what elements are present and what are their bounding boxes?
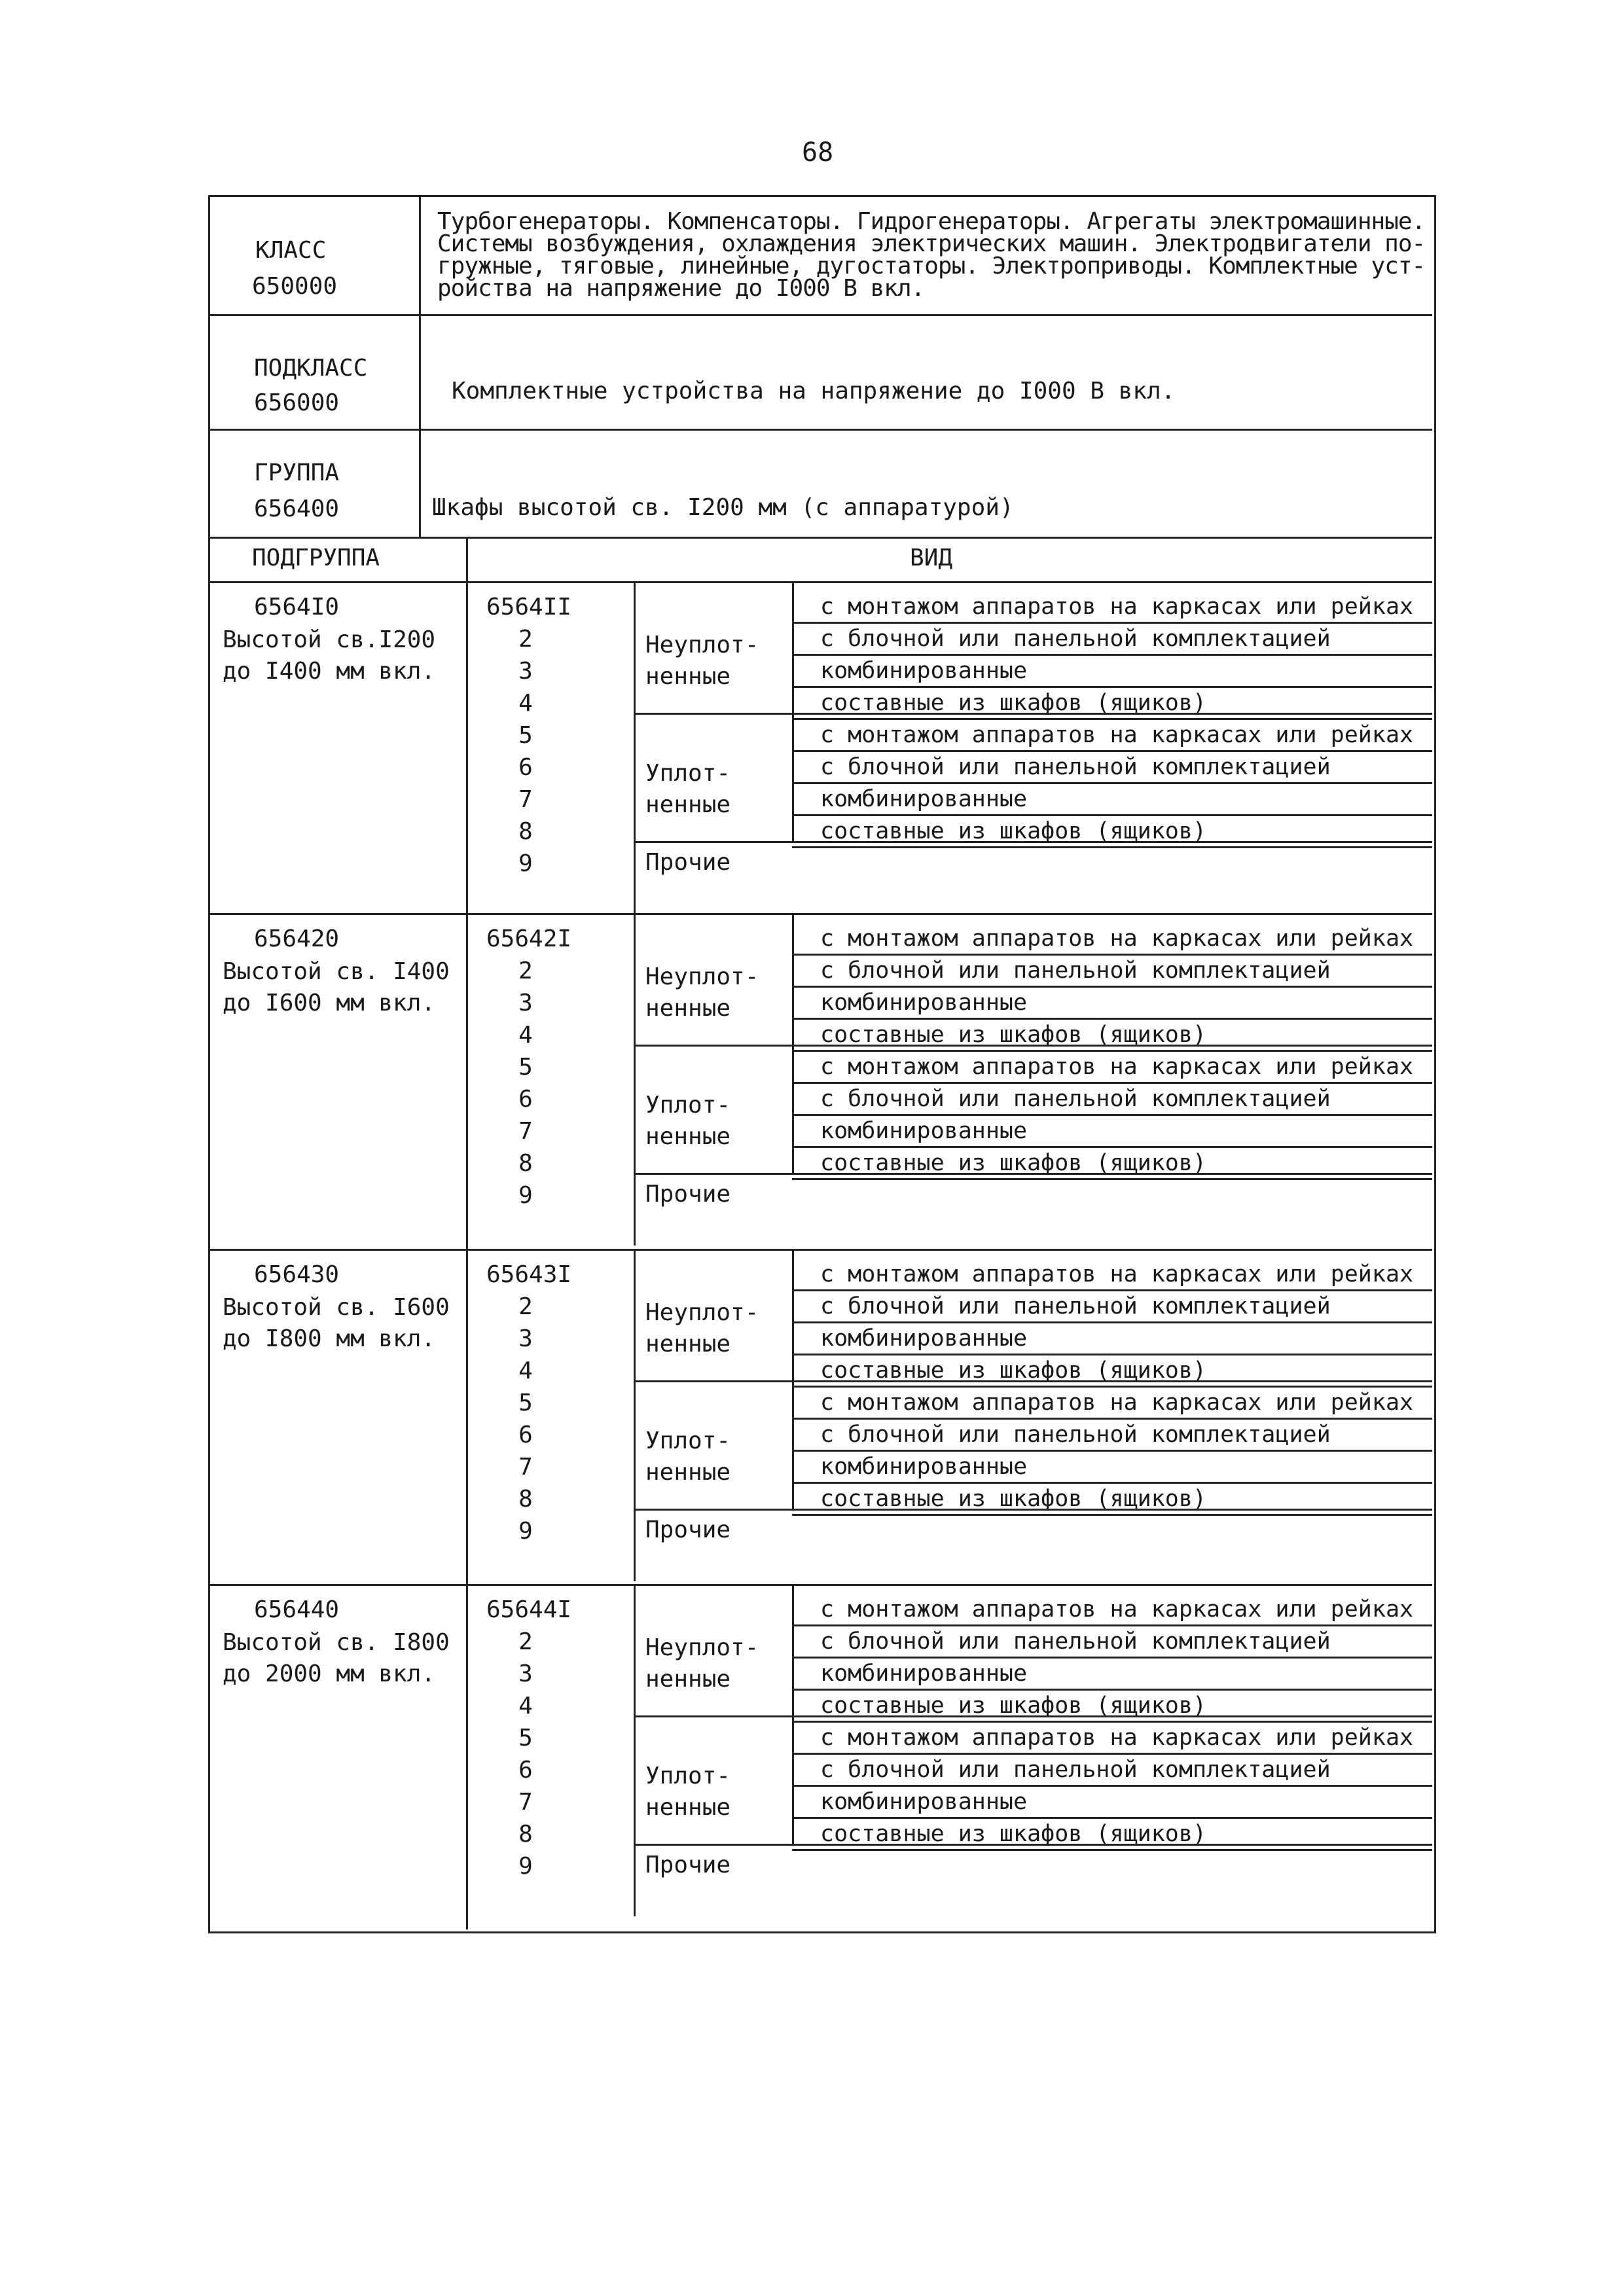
category-unsealed-line1: Неуплот- (645, 963, 759, 990)
kind-label: составные из шкафов (ящиков) (820, 1150, 1207, 1176)
kind-code: 6 (518, 1422, 533, 1448)
subgroup-block (208, 913, 1517, 1246)
kind-label: комбинированные (820, 1118, 1028, 1144)
kind-label: комбинированные (820, 786, 1028, 812)
category-sealed-line2: ненные (645, 1123, 731, 1150)
kind-code: 7 (518, 1789, 533, 1816)
subgroup-desc-line1: Высотой св.I200 (223, 626, 436, 653)
kind-code: 2 (518, 958, 533, 984)
kind-label: с блочной или панельной комплектацией (820, 958, 1331, 984)
subclass-description: Комплектные устройства на напряжение до I000 В вкл. (452, 378, 1176, 404)
subgroup-code: 656430 (254, 1261, 340, 1288)
kind-code: 3 (518, 990, 533, 1016)
category-sealed-line1: Уплот- (645, 1427, 731, 1454)
kind-code: 3 (518, 1660, 533, 1687)
kind-code: 65644I (486, 1596, 572, 1623)
subgroup-desc-line1: Высотой св. I800 (223, 1629, 450, 1656)
group-description: Шкафы высотой св. I200 мм (с аппаратурой) (432, 494, 1014, 521)
subgroup-block (208, 1584, 1517, 1916)
kind-label: составные из шкафов (ящиков) (820, 1821, 1207, 1847)
category-unsealed-line1: Неуплот- (645, 632, 759, 658)
kind-label: комбинированные (820, 658, 1028, 684)
kind-code: 9 (518, 1182, 533, 1209)
kind-code: 6 (518, 1086, 533, 1113)
kind-code: 8 (518, 1486, 533, 1513)
kind-label: составные из шкафов (ящиков) (820, 1693, 1207, 1719)
kind-code: 7 (518, 786, 533, 813)
subgroup-block (208, 581, 1517, 914)
subgroup-desc-line2: до I400 мм вкл. (223, 658, 436, 685)
category-sealed-line1: Уплот- (645, 760, 731, 787)
subgroup-desc-line2: до 2000 мм вкл. (223, 1660, 436, 1687)
group-code: 656400 (254, 495, 340, 522)
kind-label: с монтажом аппаратов на каркасах или рейках (820, 925, 1414, 952)
kind-code: 4 (518, 1693, 533, 1719)
category-other: Прочие (645, 1516, 731, 1543)
kind-label: составные из шкафов (ящиков) (820, 1357, 1207, 1384)
kind-code: 6 (518, 754, 533, 781)
category-other: Прочие (645, 1852, 731, 1878)
kind-label: с блочной или панельной комплектацией (820, 1757, 1331, 1783)
kind-label: составные из шкафов (ящиков) (820, 1022, 1207, 1048)
kind-label: с блочной или панельной комплектацией (820, 754, 1331, 780)
kind-code: 9 (518, 1853, 533, 1880)
kind-label: составные из шкафов (ящиков) (820, 690, 1207, 716)
kind-label: комбинированные (820, 1325, 1028, 1352)
kind-code: 3 (518, 658, 533, 685)
kind-label: с блочной или панельной комплектацией (820, 626, 1331, 652)
kind-label: составные из шкафов (ящиков) (820, 818, 1207, 844)
kind-label: комбинированные (820, 1789, 1028, 1815)
subgroup-desc-line1: Высотой св. I400 (223, 958, 450, 985)
subgroup-desc-line1: Высотой св. I600 (223, 1294, 450, 1321)
category-unsealed-line1: Неуплот- (645, 1634, 759, 1661)
subgroup-code: 656440 (254, 1596, 340, 1623)
subclass-code: 656000 (254, 389, 340, 416)
category-other: Прочие (645, 1181, 731, 1208)
subclass-label: ПОДКЛАСС (254, 355, 368, 382)
category-sealed-line1: Уплот- (645, 1092, 731, 1119)
kind-code: 6 (518, 1757, 533, 1784)
subgroup-code: 656420 (254, 925, 340, 952)
kind-code: 8 (518, 818, 533, 845)
kind-code: 8 (518, 1821, 533, 1848)
class-label: КЛАСС (255, 237, 327, 264)
category-unsealed-line1: Неуплот- (645, 1299, 759, 1326)
kind-code: 5 (518, 1725, 533, 1751)
kind-code: 2 (518, 626, 533, 653)
kind-code: 2 (518, 1628, 533, 1655)
kind-code: 4 (518, 1022, 533, 1049)
kind-label: с блочной или панельной комплектацией (820, 1293, 1331, 1319)
subgroup-desc-line2: до I600 мм вкл. (223, 990, 436, 1016)
kind-label: с монтажом аппаратов на каркасах или рейках (820, 1725, 1414, 1751)
kind-code: 9 (518, 1518, 533, 1545)
kind-label: с блочной или панельной комплектацией (820, 1628, 1331, 1655)
subgroup-block (208, 1249, 1517, 1581)
kind-label: с монтажом аппаратов на каркасах или рейках (820, 1390, 1414, 1416)
kind-label: с монтажом аппаратов на каркасах или рейках (820, 722, 1414, 748)
header-kind: ВИД (910, 545, 953, 571)
category-unsealed-line2: ненные (645, 1666, 731, 1693)
kind-code: 4 (518, 690, 533, 717)
kind-code: 3 (518, 1325, 533, 1352)
group-label: ГРУППА (254, 459, 340, 486)
kind-code: 5 (518, 722, 533, 749)
kind-label: с монтажом аппаратов на каркасах или рейках (820, 1261, 1414, 1287)
kind-code: 2 (518, 1293, 533, 1320)
kind-label: составные из шкафов (ящиков) (820, 1486, 1207, 1512)
kind-code: 9 (518, 850, 533, 877)
kind-code: 7 (518, 1118, 533, 1145)
kind-code: 65643I (486, 1261, 572, 1288)
category-unsealed-line2: ненные (645, 663, 731, 690)
subgroup-desc-line2: до I800 мм вкл. (223, 1325, 436, 1352)
page-number: 68 (802, 137, 834, 168)
category-other: Прочие (645, 849, 731, 876)
kind-label: комбинированные (820, 1660, 1028, 1687)
class-code: 650000 (252, 273, 338, 300)
category-unsealed-line2: ненные (645, 995, 731, 1022)
subgroup-code: 6564I0 (254, 594, 340, 620)
kind-label: комбинированные (820, 1454, 1028, 1480)
kind-label: с монтажом аппаратов на каркасах или рейках (820, 594, 1414, 620)
kind-label: комбинированные (820, 990, 1028, 1016)
kind-code: 5 (518, 1054, 533, 1081)
kind-label: с блочной или панельной комплектацией (820, 1086, 1331, 1112)
kind-code: 65642I (486, 925, 572, 952)
header-subgroup: ПОДГРУППА (252, 545, 380, 571)
kind-code: 7 (518, 1454, 533, 1480)
kind-code: 8 (518, 1150, 533, 1177)
category-sealed-line2: ненные (645, 1459, 731, 1486)
kind-label: с монтажом аппаратов на каркасах или рейках (820, 1054, 1414, 1080)
kind-code: 6564II (486, 594, 572, 620)
kind-label: с блочной или панельной комплектацией (820, 1422, 1331, 1448)
category-unsealed-line2: ненные (645, 1331, 731, 1357)
kind-code: 4 (518, 1357, 533, 1384)
kind-label: с монтажом аппаратов на каркасах или рейках (820, 1596, 1414, 1623)
category-sealed-line1: Уплот- (645, 1763, 731, 1789)
category-sealed-line2: ненные (645, 1794, 731, 1821)
category-sealed-line2: ненные (645, 791, 731, 818)
kind-code: 5 (518, 1390, 533, 1416)
